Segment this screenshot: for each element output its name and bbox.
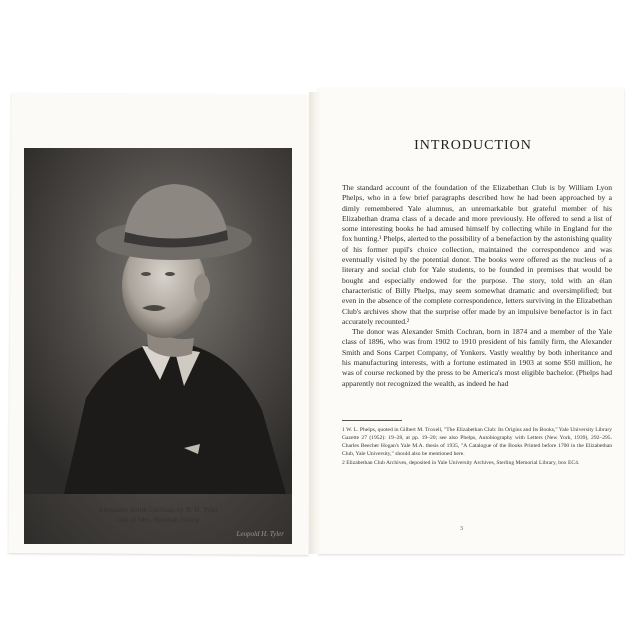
portrait-photo: [24, 148, 292, 544]
chapter-title: INTRODUCTION: [414, 138, 532, 153]
caption-line-1: Alexander Smith Cochran, by B. H. Tyler: [98, 506, 218, 514]
book-gutter: [309, 92, 321, 554]
paragraph: The donor was Alexander Smith Cochran, born in 1874 and a member of the Yale class of 1896, who was from 1902 to 1910 president of his family firm, the Alexander Smith and Sons Carpet Company, of Yonkers. Vastly wealthy by both inheritance and his manufacturing interests, with a fortune estimated in 1903 at some $50 million, he was of course reckoned by the press to be America's most eligible bachelor. (Phelps had apparently not recognized the wealth, as indeed he had: [342, 327, 612, 388]
artist-signature: Leopold H. Tyler: [236, 530, 284, 538]
footnotes: [342, 426, 612, 468]
page-number: 3: [460, 526, 463, 532]
footnote: 2 Elizabethan Club Archives, deposited in Yale University Archives, Sterling Memorial Library, box EC4.: [342, 460, 580, 466]
paragraph: The standard account of the foundation of the Elizabethan Club is by William Lyon Phelps, who in a few brief paragraphs described how he had been approached by a dimly remembered Yale alumnus, an unremarkable but grateful member of his Elizabethan drama class of a decade and more previously. He offered to send a list of some interesting books he had amused himself by collecting while in England for the fox hunting.¹ Phelps, alerted to the possibility of a benefaction by the astonishing quality of his former pupil's choice collection, maintained the correspondence and was eventually visited by the potential donor. The books were offered as the nucleus of a literary and social club for Yale students, to be founded in premises that would be bought and especially endowed for the purpose. The story, told with an élan characteristic of Billy Phelps, may seem somewhat dramatic and oversimplified; but even in the absence of the complete correspondence, letters surviving in the Elizabethan Club's archives show that the surprise offer made by an impulsive benefactor is in fact accurately recounted.²: [342, 183, 612, 326]
portrait-caption: [24, 505, 292, 525]
footnote: 1 W. L. Phelps, quoted in Gilbert M. Troxell, "The Elizabethan Club: Its Origins and Its Books," Yale University Library Gazette 27 (1952): 19–28, at pp. 19–20; see also Phelps, Autobiography with Letters (New York, 1939), 292–295. Charles Beecher Hogan's Yale M.A. thesis of 1935, "A Catalogue of the Books Printed before 1700 in the Elizabethan Club, Yale University," should also be mentioned here.: [342, 427, 612, 457]
portrait-illustration: [24, 148, 292, 494]
footnote-rule: [342, 420, 402, 421]
body-text: [342, 183, 612, 389]
caption-line-2: Gift of Mrs. Sherman Ewing: [116, 516, 200, 524]
